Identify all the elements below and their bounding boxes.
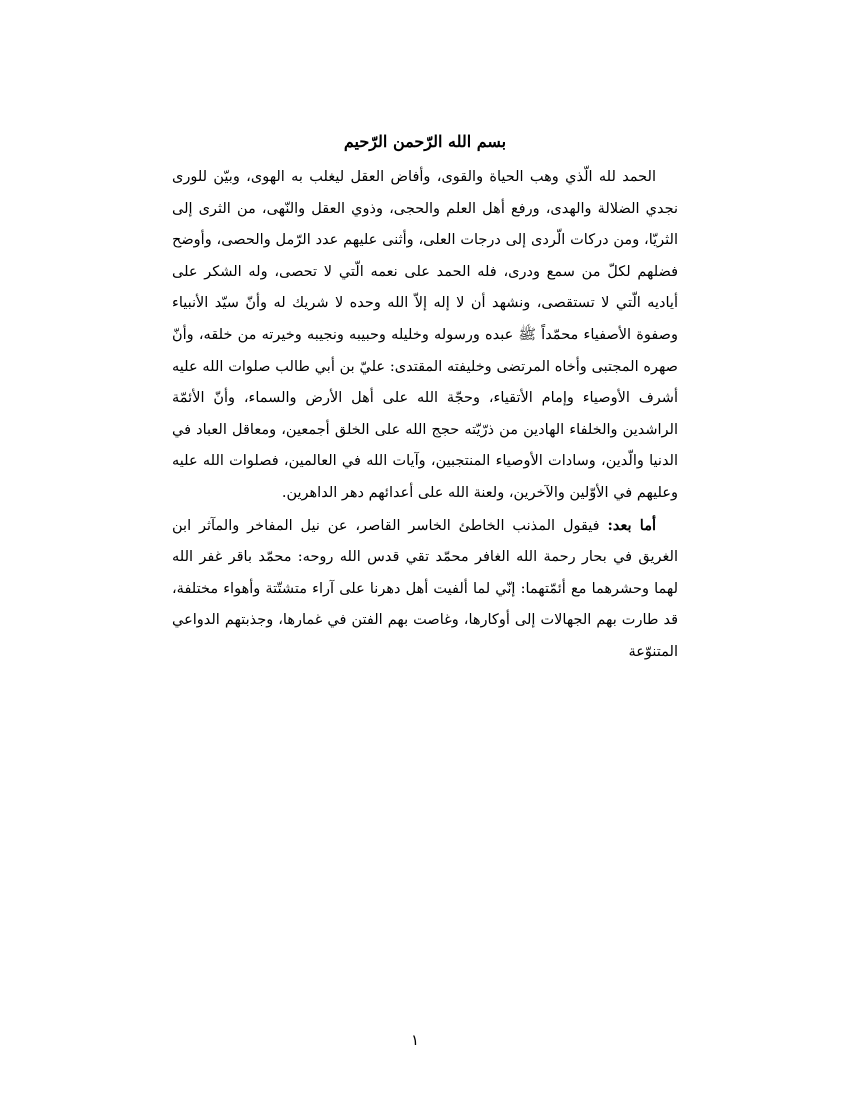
- paragraph-introduction: [172, 510, 678, 669]
- body-text: [172, 162, 678, 669]
- basmala-heading: بسم الله الرّحمن الرّحيم: [343, 132, 507, 151]
- paragraph-lead: أما بعد:: [607, 516, 656, 534]
- page-number: ١: [410, 1031, 420, 1049]
- paragraph-praise: الحمد لله الّذي وهب الحياة والقوى، وأفاض العقل ليغلب به الهوى، وبيّن للورى نجدي الضلالة والهدى، ورفع أهل العلم والحجى، وذوي العقل والنّهى، من الثرى إلى الثريّا، ومن دركات الّردى إلى درجات العلى، وأثنى عليهم عدد الرّمل والحصى، وأوضح فضلهم لكلّ من سمع ودرى، فله الحمد على نعمه الّتي لا تحصى، وله الشكر على أياديه الّتي لا تستقصى، ونشهد أن لا إله إلاّ الله وحده لا شريك له وأنّ سيّد الأنبياء وصفوة الأصفياء محمّداً ﷺ عبده ورسوله وخليله وحبيبه ونجيبه وخيرته من خلقه، وأنّ صهره المجتبى وأخاه المرتضى وخليفته المقتدى: عليّ بن أبي طالب صلوات الله عليه أشرف الأوصياء وإمام الأتقياء، وحجّة الله على أهل الأرض والسماء، وأنّ الأئمّة الراشدين والخلفاء الهادين من ذرّيّته حجج الله على الخلق أجمعين، ومعاقل العباد في الدنيا والّدين، وسادات الأوصياء المنتجبين، وآيات الله في العالمين، فصلوات الله عليه وعليهم في الأوّلين والآخرين، ولعنة الله على أعدائهم دهر الداهرين.: [172, 169, 678, 501]
- paragraph-introduction-text: فيقول المذنب الخاطئ الخاسر القاصر، عن نيل المفاخر والمآثر ابن الغريق في بحار رحمة الله الغافر محمّد تقي قدس الله روحه: محمّد باقر غفر الله لهما وحشرهما مع أئمّتهما: إنّي لما ألفيت أهل دهرنا على آراء متشتّتة وأهواء مختلفة، قد طارت بهم الجهالات إلى أوكارها، وغاصت بهم الفتن في غمارها، وجذبتهم الدواعي المتنوّعة: [172, 517, 678, 660]
